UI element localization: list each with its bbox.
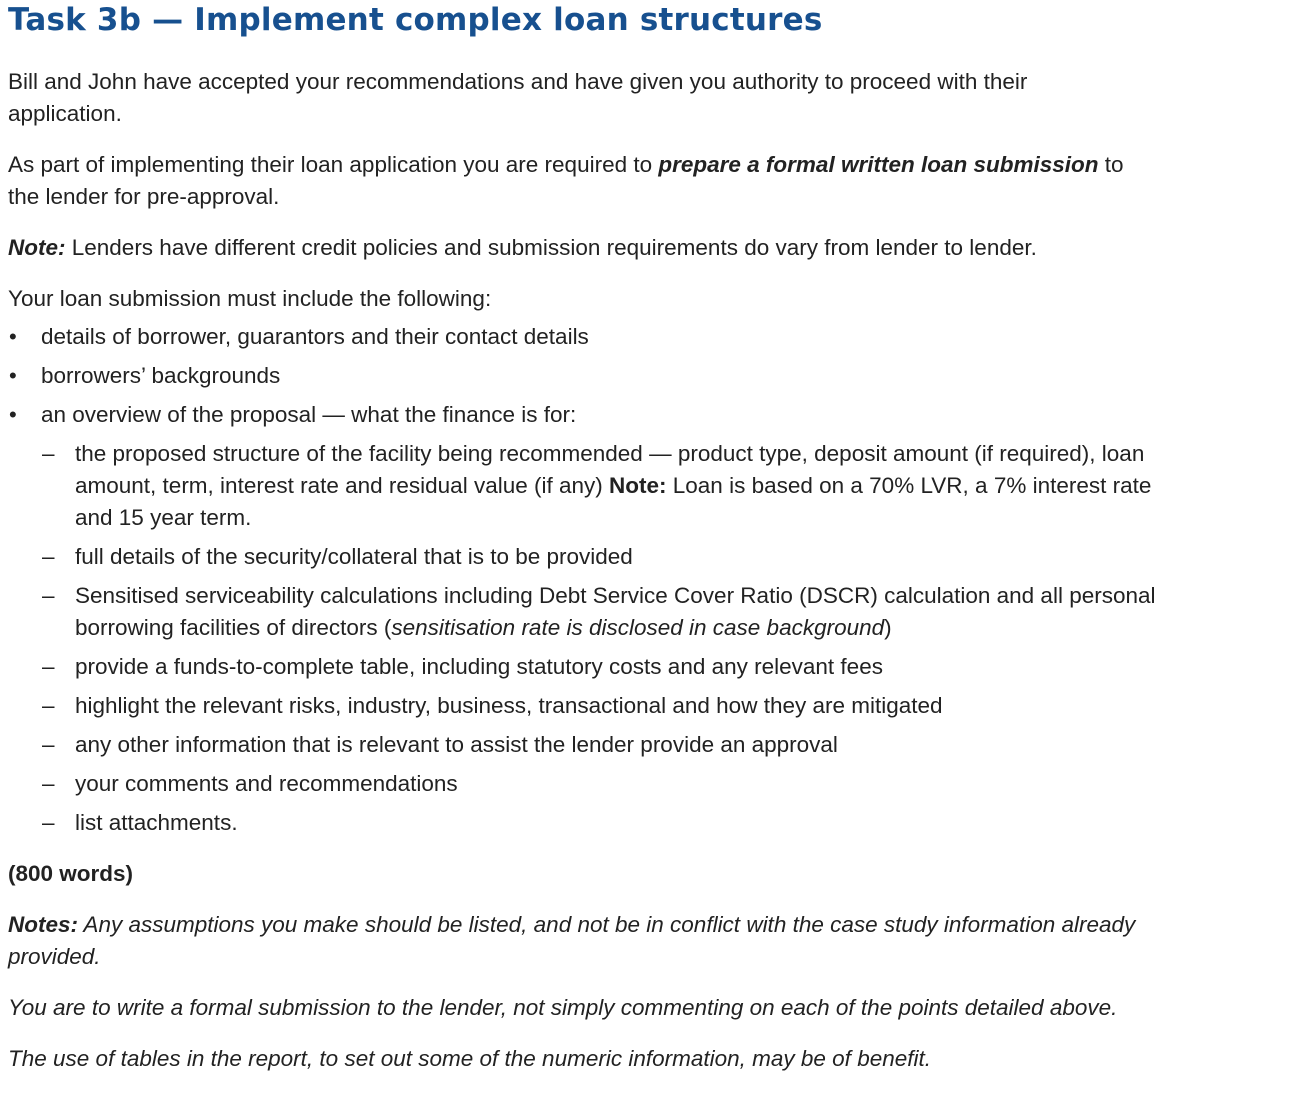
proposal-sublist (41, 438, 1293, 839)
tables-note: The use of tables in the report, to set out some of the numeric information, may be of benefit. (8, 1046, 931, 1071)
list-item-text: borrowers’ backgrounds (41, 363, 281, 388)
sublist-item-text: the proposed structure of the facility being recommended — product type, deposit amount (if required), loan amount, term, interest rate and residual value (if any) (75, 441, 1145, 498)
sublist-item-text: provide a funds-to-complete table, including statutory costs and any relevant fees (75, 654, 883, 679)
bullet-icon: • (9, 324, 17, 349)
sublist-item-text: list attachments. (75, 810, 238, 835)
include-intro: Your loan submission must include the following: (8, 286, 492, 311)
bullet-icon: • (9, 363, 17, 388)
task-heading: Task 3b — Implement complex loan structures (8, 2, 823, 38)
dash-icon: – (42, 654, 55, 679)
sublist-item-text: full details of the security/collateral that is to be provided (75, 544, 633, 569)
structure-note-label: Note: (609, 473, 667, 498)
list-item-text: an overview of the proposal — what the finance is for: (41, 402, 577, 427)
intro-paragraph: Bill and John have accepted your recommendations and have given you authority to proceed with their application. (8, 69, 1028, 126)
sensitisation-italic: sensitisation rate is disclosed in case background (391, 615, 885, 640)
dash-icon: – (42, 693, 55, 718)
assumptions-note (8, 909, 1138, 973)
list-item-text: details of borrower, guarantors and their contact details (41, 324, 589, 349)
lender-note-paragraph (8, 232, 1138, 264)
word-count: (800 words) (8, 861, 134, 886)
dash-icon: – (42, 810, 55, 835)
implementing-text-before: As part of implementing their loan application you are required to (8, 152, 659, 177)
formal-submission-note: You are to write a formal submission to the lender, not simply commenting on each of the points detailed above. (8, 995, 1118, 1020)
structure-note-text: Loan is based on a 70% LVR, a 7% interest rate and 15 year term. (75, 473, 1152, 530)
assumptions-note-label: Notes: (8, 912, 79, 937)
sublist-item-text: highlight the relevant risks, industry, business, transactional and how they are mitigated (75, 693, 943, 718)
list-item (8, 399, 1293, 839)
sublist-item (8, 580, 1175, 644)
requirements-list (8, 321, 1293, 839)
implementing-paragraph (8, 149, 1138, 213)
bullet-icon: • (9, 402, 17, 427)
list-item (8, 321, 1293, 353)
lender-note-label: Note: (8, 235, 66, 260)
sublist-item-text: any other information that is relevant to assist the lender provide an approval (75, 732, 838, 757)
implementing-text-after: to the lender for pre-approval. (8, 152, 1124, 209)
sublist-item-text: Sensitised serviceability calculations including Debt Service Cover Ratio (DSCR) calculation and all personal borrowing facilities of directors ( (75, 583, 1156, 640)
sublist-item (8, 438, 1175, 534)
assumptions-note-text: Any assumptions you make should be listed, and not be in conflict with the case study information already provided. (8, 912, 1136, 969)
sublist-item (8, 729, 1175, 761)
sublist-item (8, 651, 1175, 683)
sublist-item (8, 690, 1175, 722)
dash-icon: – (42, 583, 55, 608)
dash-icon: – (42, 771, 55, 796)
lender-note-text: Lenders have different credit policies and submission requirements do vary from lender to lender. (65, 235, 1037, 260)
serviceability-close: ) (884, 615, 892, 640)
dash-icon: – (42, 441, 55, 466)
sublist-item (8, 768, 1175, 800)
sublist-item (8, 807, 1175, 839)
implementing-emphasis: prepare a formal written loan submission (658, 152, 1099, 177)
sublist-item (8, 541, 1175, 573)
dash-icon: – (42, 544, 55, 569)
list-item (8, 360, 1293, 392)
sublist-item-text: your comments and recommendations (75, 771, 458, 796)
dash-icon: – (42, 732, 55, 757)
